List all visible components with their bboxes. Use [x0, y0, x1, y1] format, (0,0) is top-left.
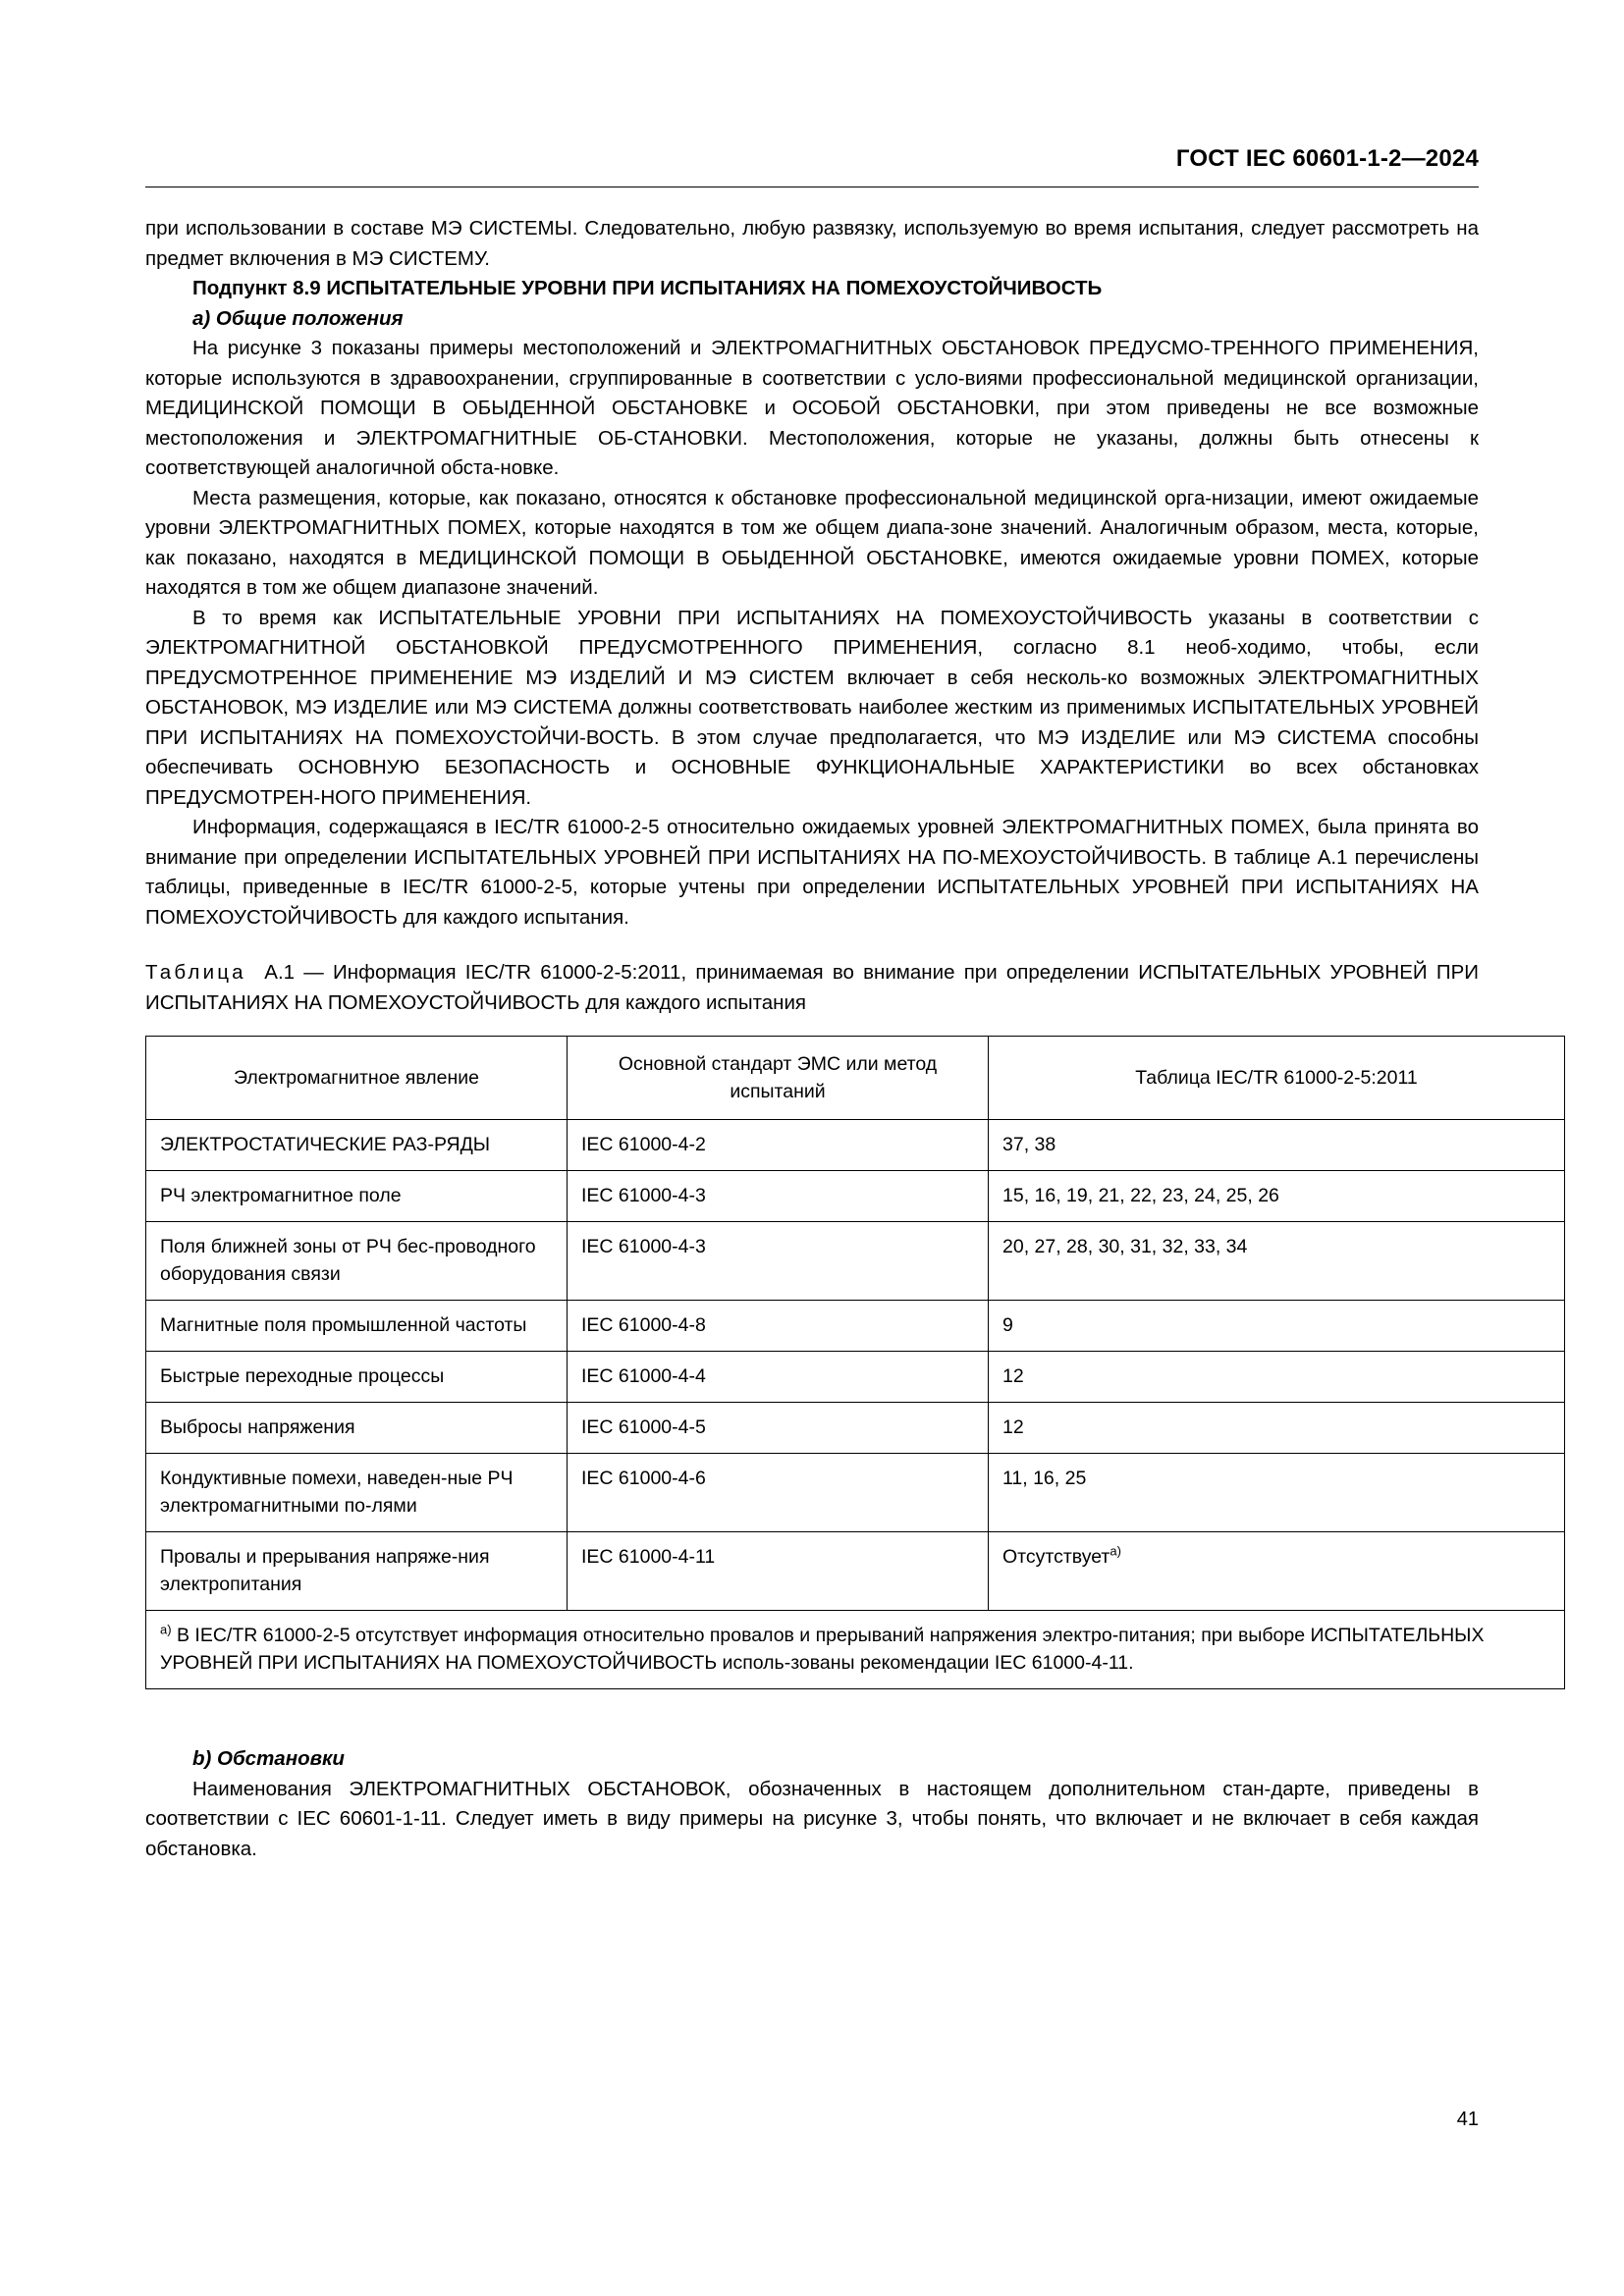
- table-header-row: [146, 1037, 1565, 1120]
- footnote-text: В IEC/TR 61000-2-5 отсутствует информация относительно провалов и прерываний напряжения электро-питания; при выборе ИСПЫТАТЕЛЬНЫХ УРОВНЕЙ ПРИ ИСПЫТАНИЯХ НА ПОМЕХОУСТОЙЧИВОСТЬ исполь-зованы рекомендации IEC 61000-4-11.: [160, 1625, 1485, 1674]
- cell-tables-text: Отсутствует: [1002, 1546, 1110, 1568]
- table-footnote: [146, 1611, 1565, 1689]
- paragraph-immunity-test-levels: В то время как ИСПЫТАТЕЛЬНЫЕ УРОВНИ ПРИ ИСПЫТАНИЯХ НА ПОМЕХОУСТОЙЧИВОСТЬ указаны в соответствии с ЭЛЕКТРОМАГНИТНОЙ ОБСТАНОВКОЙ ПРЕДУСМОТРЕННОГО ПРИМЕНЕНИЯ, согласно 8.1 необ-ходимо, чтобы, если ПРЕДУСМОТРЕННОЕ ПРИМЕНЕНИЕ МЭ ИЗДЕЛИЙ И МЭ СИСТЕМ включает в себя несколь-ко возможных ЭЛЕКТРОМАГНИТНЫХ ОБСТАНОВОК, МЭ ИЗДЕЛИЕ или МЭ СИСТЕМА должны соответствовать наиболее жестким из применимых ИСПЫТАТЕЛЬНЫХ УРОВНЕЙ ПРИ ИСПЫТАНИЯХ НА ПОМЕХОУСТОЙЧИ-ВОСТЬ. В этом случае предполагается, что МЭ ИЗДЕЛИЕ или МЭ СИСТЕМА способны обеспечивать ОСНОВНУЮ БЕЗОПАСНОСТЬ и ОСНОВНЫЕ ФУНКЦИОНАЛЬНЫЕ ХАРАКТЕРИСТИКИ во всех обстановках ПРЕДУСМОТРЕН-НОГО ПРИМЕНЕНИЯ.: [145, 606, 1479, 809]
- table-row: [146, 1301, 1565, 1352]
- paragraph-intro: при использовании в составе МЭ СИСТЕМЫ. Следовательно, любую развязку, используемую во время испытания, следует рассмотреть на предмет включения в МЭ СИСТЕМУ.: [145, 217, 1479, 270]
- page-number: 41: [1456, 2109, 1479, 2130]
- cell-phenomenon: Магнитные поля промышленной частоты: [146, 1301, 568, 1352]
- spacer-after-table: [145, 1689, 1479, 1715]
- table-footnote-row: [146, 1611, 1565, 1689]
- cell-tables: 9: [989, 1301, 1565, 1352]
- page-header-standard-code: ГОСТ IEC 60601-1-2—2024: [1175, 145, 1479, 172]
- paragraph-professional-facility: Места размещения, которые, как показано, относятся к обстановке профессиональной медицинской орга-низации, имеют ожидаемые уровни ЭЛЕКТРОМАГНИТНЫХ ПОМЕХ, которые находятся в том же общем диапа-зоне значений. Аналогичным образом, места, которые, как показано, находятся в МЕДИЦИНСКОЙ ПОМОЩИ В ОБЫДЕННОЙ ОБСТАНОВКЕ, имеются ожидаемые уровни ПОМЕХ, которые находятся в том же общем диапазоне значений.: [145, 486, 1479, 599]
- cell-tables: 12: [989, 1352, 1565, 1403]
- paragraph-environments: Наименования ЭЛЕКТРОМАГНИТНЫХ ОБСТАНОВОК, обозначенных в настоящем дополнительном стан-дарте, приведены в соответствии с IEC 60601-1-11. Следует иметь в виду примеры на рисунке 3, чтобы понять, что включает и не включает в себя каждая обстановка.: [145, 1777, 1479, 1860]
- footnote-marker: a): [160, 1622, 172, 1637]
- cell-standard: IEC 61000-4-3: [568, 1222, 989, 1301]
- heading-item-b: b) Обстановки: [192, 1747, 345, 1770]
- cell-standard: IEC 61000-4-6: [568, 1454, 989, 1532]
- paragraph-iec-tr-info: Информация, содержащаяся в IEC/TR 61000-2-5 относительно ожидаемых уровней ЭЛЕКТРОМАГНИТНЫХ ПОМЕХ, была принята во внимание при определении ИСПЫТАТЕЛЬНЫХ УРОВНЕЙ ПРИ ИСПЫТАНИЯХ НА ПО-МЕХОУСТОЙЧИВОСТЬ. В таблице А.1 перечислены таблицы, приведенные в IEC/TR 61000-2-5, которые учтены при определении ИСПЫТАТЕЛЬНЫХ УРОВНЕЙ ПРИ ИСПЫТАНИЯХ НА ПОМЕХОУСТОЙЧИВОСТЬ для каждого испытания.: [145, 816, 1479, 929]
- cell-tables: 37, 38: [989, 1120, 1565, 1171]
- cell-tables: 20, 27, 28, 30, 31, 32, 33, 34: [989, 1222, 1565, 1301]
- cell-phenomenon: Выбросы напряжения: [146, 1403, 568, 1454]
- table-row: [146, 1532, 1565, 1611]
- table-body: [146, 1120, 1565, 1689]
- cell-tables: 11, 16, 25: [989, 1454, 1565, 1532]
- table-a1: [145, 1036, 1565, 1689]
- table-caption: [145, 958, 1479, 1018]
- paragraph-figure3-locations: На рисунке 3 показаны примеры местоположений и ЭЛЕКТРОМАГНИТНЫХ ОБСТАНОВОК ПРЕДУСМО-ТРЕННОГО ПРИМЕНЕНИЯ, которые используются в здравоохранении, сгруппированные в соответствии с усло-виями профессиональной медицинской организации, МЕДИЦИНСКОЙ ПОМОЩИ В ОБЫДЕННОЙ ОБСТАНОВКЕ и ОСОБОЙ ОБСТАНОВКИ, при этом приведены не все возможные местоположения и ЭЛЕКТРОМАГНИТНЫЕ ОБ-СТАНОВКИ. Местоположения, которые не указаны, должны быть отнесены к соответствующей аналогичной обста-новке.: [145, 337, 1479, 479]
- cell-standard: IEC 61000-4-8: [568, 1301, 989, 1352]
- page-content: [145, 214, 1485, 1864]
- table-header-tables: Таблица IEC/TR 61000-2-5:2011: [989, 1037, 1565, 1120]
- table-row: [146, 1120, 1565, 1171]
- cell-phenomenon: ЭЛЕКТРОСТАТИЧЕСКИЕ РАЗ-РЯДЫ: [146, 1120, 568, 1171]
- heading-item-a: a) Общие положения: [192, 306, 404, 330]
- cell-standard: IEC 61000-4-11: [568, 1532, 989, 1611]
- heading-subclause-8-9: Подпункт 8.9 ИСПЫТАТЕЛЬНЫЕ УРОВНИ ПРИ ИСПЫТАНИЯХ НА ПОМЕХОУСТОЙЧИВОСТЬ: [192, 277, 1103, 299]
- cell-tables: 12: [989, 1403, 1565, 1454]
- table-caption-text: — Информация IEC/TR 61000-2-5:2011, принимаемая во внимание при определении ИСПЫТАТЕЛЬНЫХ УРОВНЕЙ ПРИ ИСПЫТАНИЯХ НА ПОМЕХОУСТОЙЧИВОСТЬ для каждого испытания: [145, 961, 1479, 1014]
- table-row: [146, 1171, 1565, 1222]
- cell-tables: 15, 16, 19, 21, 22, 23, 24, 25, 26: [989, 1171, 1565, 1222]
- spacer-before-table: [145, 933, 1479, 958]
- table-caption-label: Таблица: [145, 961, 246, 984]
- cell-standard: IEC 61000-4-5: [568, 1403, 989, 1454]
- table-row: [146, 1352, 1565, 1403]
- table-row: [146, 1222, 1565, 1301]
- table-row: [146, 1454, 1565, 1532]
- cell-standard: IEC 61000-4-4: [568, 1352, 989, 1403]
- cell-phenomenon: Быстрые переходные процессы: [146, 1352, 568, 1403]
- cell-standard: IEC 61000-4-2: [568, 1120, 989, 1171]
- cell-standard: IEC 61000-4-3: [568, 1171, 989, 1222]
- cell-phenomenon: Поля ближней зоны от РЧ бес-проводного оборудования связи: [146, 1222, 568, 1301]
- table-caption-number: А.1: [264, 961, 296, 984]
- table-header-standard: Основной стандарт ЭМС или метод испытаний: [568, 1037, 989, 1120]
- cell-phenomenon: Провалы и прерывания напряже-ния электропитания: [146, 1532, 568, 1611]
- table-header-phenomenon: Электромагнитное явление: [146, 1037, 568, 1120]
- table-head: [146, 1037, 1565, 1120]
- cell-phenomenon: Кондуктивные помехи, наведен-ные РЧ электромагнитными по-лями: [146, 1454, 568, 1532]
- table-row: [146, 1403, 1565, 1454]
- footnote-ref-a: a): [1110, 1543, 1121, 1559]
- cell-phenomenon: РЧ электромагнитное поле: [146, 1171, 568, 1222]
- cell-tables: [989, 1532, 1565, 1611]
